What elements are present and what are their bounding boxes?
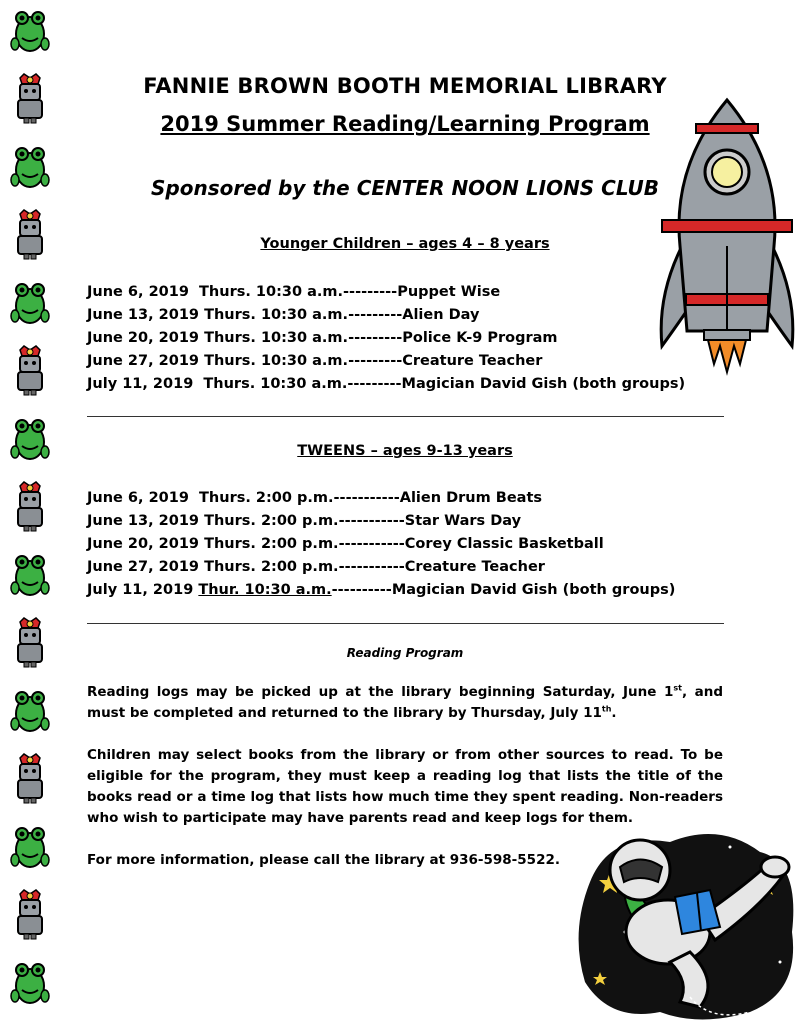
schedule-row: June 6, 2019 Thurs. 2:00 p.m.-----------Alien Drum Beats: [87, 490, 543, 506]
alien-icon: [8, 140, 52, 192]
robot-icon: [8, 480, 52, 532]
section-divider: [87, 623, 724, 624]
astronaut-reading-icon: [570, 822, 800, 1022]
robot-icon: [8, 752, 52, 804]
alien-icon: [8, 412, 52, 464]
alien-icon: [8, 548, 52, 600]
robot-icon: [8, 616, 52, 668]
younger-schedule: [87, 281, 747, 396]
schedule-row: June 13, 2019 Thurs. 2:00 p.m.-----------Star Wars Day: [87, 513, 522, 529]
sponsor-line: Sponsored by the CENTER NOON LIONS CLUB: [151, 176, 659, 200]
decorative-border: [8, 0, 60, 1032]
reading-paragraph-1: Reading logs may be picked up at the library beginning Saturday, June 1st, and must be completed and returned to the library by Thursday, July 11th.: [87, 683, 723, 721]
schedule-row: June 20, 2019 Thurs. 2:00 p.m.-----------Corey Classic Basketball: [87, 536, 604, 552]
alien-icon: [8, 956, 52, 1008]
robot-icon: [8, 344, 52, 396]
alien-icon: [8, 684, 52, 736]
younger-heading: Younger Children – ages 4 – 8 years: [260, 236, 550, 252]
alien-icon: [8, 276, 52, 328]
alien-icon: [8, 820, 52, 872]
alien-icon: [8, 4, 52, 56]
reading-program-heading: Reading Program: [346, 646, 464, 660]
contact-line: For more information, please call the library at 936-598-5522.: [87, 852, 560, 868]
schedule-row: June 6, 2019 Thurs. 10:30 a.m.---------Puppet Wise: [87, 284, 501, 300]
tweens-heading: TWEENS – ages 9-13 years: [297, 443, 513, 459]
program-title: 2019 Summer Reading/Learning Program: [160, 112, 650, 136]
schedule-row: July 11, 2019 Thur. 10:30 a.m.----------Magician David Gish (both groups): [87, 582, 676, 598]
robot-icon: [8, 72, 52, 124]
schedule-row: June 20, 2019 Thurs. 10:30 a.m.---------Police K-9 Program: [87, 330, 558, 346]
schedule-row: June 13, 2019 Thurs. 10:30 a.m.---------Alien Day: [87, 307, 480, 323]
schedule-row: June 27, 2019 Thurs. 2:00 p.m.-----------Creature Teacher: [87, 559, 545, 575]
section-divider: [87, 416, 724, 417]
schedule-row: June 27, 2019 Thurs. 10:30 a.m.---------Creature Teacher: [87, 353, 543, 369]
tweens-schedule: [87, 487, 747, 602]
robot-icon: [8, 208, 52, 260]
schedule-row: July 11, 2019 Thurs. 10:30 a.m.---------Magician David Gish (both groups): [87, 376, 686, 392]
robot-icon: [8, 888, 52, 940]
library-name: FANNIE BROWN BOOTH MEMORIAL LIBRARY: [143, 74, 667, 98]
reading-paragraph-2: Children may select books from the library or from other sources to read. To be eligible for the program, they must keep a reading log that lists the title of the books read or a time log that lists how much time they spent reading. Non-readers who wish to participate may have parents read and keep logs for them.: [87, 747, 723, 826]
